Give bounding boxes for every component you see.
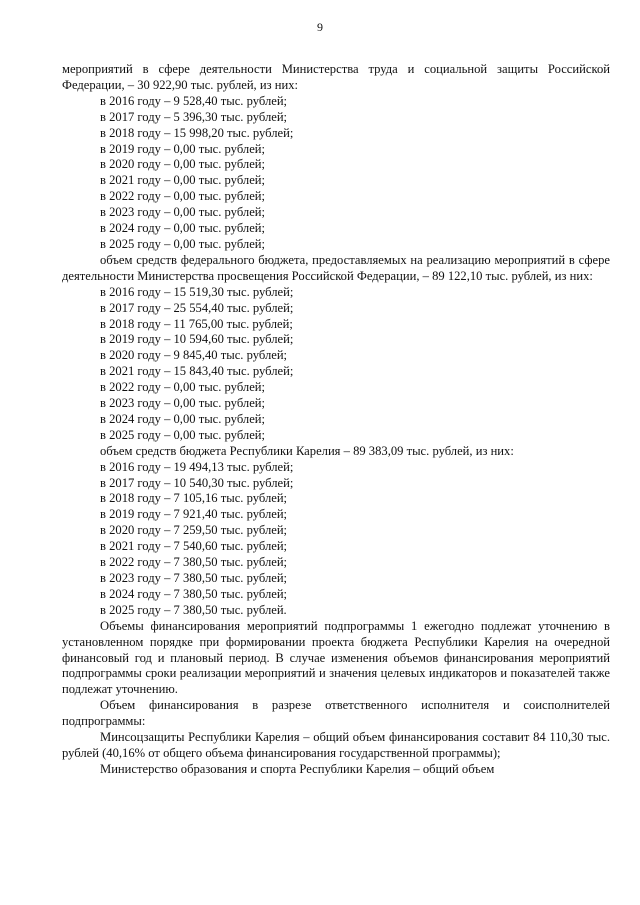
document-body (62, 62, 610, 778)
funding-update-paragraph: Объемы финансирования мероприятий подпрограммы 1 ежегодно подлежат уточнению в установленном порядке при формировании проекта бюджета Республики Карелия на очередной финансовый год и плановый период. В случае изменения объемов финансирования мероприятий подпрограммы сроки реализации мероприятий и значения целевых индикаторов и показателей также подлежат уточнению. (62, 618, 610, 697)
page-number: 9 (317, 20, 323, 34)
minobr-paragraph: Министерство образования и спорта Республики Карелия – общий объем (100, 761, 495, 776)
minsoc-paragraph: Минсоцзащиты Республики Карелия – общий объем финансирования составит 84 110,30 тыс. рублей (40,16% от общего объема финансирования государственной программы); (62, 730, 610, 760)
list-item: в 2022 году – 7 380,50 тыс. рублей; (100, 555, 288, 570)
list-item: в 2017 году – 10 540,30 тыс. рублей; (100, 475, 294, 490)
list-item: в 2019 году – 10 594,60 тыс. рублей; (100, 332, 294, 347)
list-item: в 2018 году – 11 765,00 тыс. рублей; (100, 316, 293, 331)
funding-breakdown-paragraph: Объем финансирования в разрезе ответственного исполнителя и соисполнителей подпрограммы: (62, 698, 610, 729)
list-item: в 2018 году – 7 105,16 тыс. рублей; (100, 491, 288, 506)
list-item: в 2021 году – 15 843,40 тыс. рублей; (100, 364, 294, 379)
intro-paragraph: мероприятий в сфере деятельности Министерства труда и социальной защиты Российской Федерации, – 30 922,90 тыс. рублей, из них: (62, 62, 610, 92)
list-item: в 2023 году – 7 380,50 тыс. рублей; (100, 571, 288, 585)
list-item: в 2016 году – 19 494,13 тыс. рублей; (100, 459, 294, 474)
list-item: в 2025 году – 0,00 тыс. рублей; (100, 427, 266, 442)
list-item: в 2022 году – 0,00 тыс. рублей; (100, 380, 266, 395)
list-item: в 2016 году – 15 519,30 тыс. рублей; (100, 284, 294, 299)
mintrud-year-list (62, 94, 610, 253)
list-item: в 2019 году – 0,00 тыс. рублей; (100, 141, 266, 156)
karelia-year-list (62, 460, 610, 619)
minpros-year-list (62, 285, 610, 444)
list-item: в 2023 году – 0,00 тыс. рублей; (100, 396, 266, 411)
karelia-header: объем средств бюджета Республики Карелия – 89 383,09 тыс. рублей, из них: (100, 443, 514, 458)
list-item: в 2020 году – 7 259,50 тыс. рублей; (100, 523, 288, 538)
list-item: в 2023 году – 0,00 тыс. рублей; (100, 205, 266, 220)
list-item: в 2024 году – 0,00 тыс. рублей; (100, 411, 266, 426)
list-item: в 2020 году – 9 845,40 тыс. рублей; (100, 348, 288, 363)
list-item: в 2025 году – 0,00 тыс. рублей; (100, 236, 266, 251)
list-item: в 2016 году – 9 528,40 тыс. рублей; (100, 93, 288, 108)
list-item: в 2024 году – 7 380,50 тыс. рублей; (100, 586, 288, 601)
list-item: в 2021 году – 0,00 тыс. рублей; (100, 173, 266, 188)
minpros-header: объем средств федерального бюджета, предоставляемых на реализацию мероприятий в сфере деятельности Министерства просвещения Российской Федерации, – 89 122,10 тыс. рублей, из них: (62, 252, 610, 283)
list-item: в 2021 году – 7 540,60 тыс. рублей; (100, 539, 288, 554)
list-item: в 2018 году – 15 998,20 тыс. рублей; (100, 125, 294, 140)
list-item: в 2020 году – 0,00 тыс. рублей; (100, 157, 266, 172)
list-item: в 2024 году – 0,00 тыс. рублей; (100, 221, 266, 236)
list-item: в 2022 году – 0,00 тыс. рублей; (100, 189, 266, 204)
list-item: в 2017 году – 5 396,30 тыс. рублей; (100, 109, 288, 124)
list-item: в 2019 году – 7 921,40 тыс. рублей; (100, 507, 288, 522)
list-item: в 2025 году – 7 380,50 тыс. рублей. (100, 602, 287, 617)
list-item: в 2017 году – 25 554,40 тыс. рублей; (100, 300, 294, 315)
